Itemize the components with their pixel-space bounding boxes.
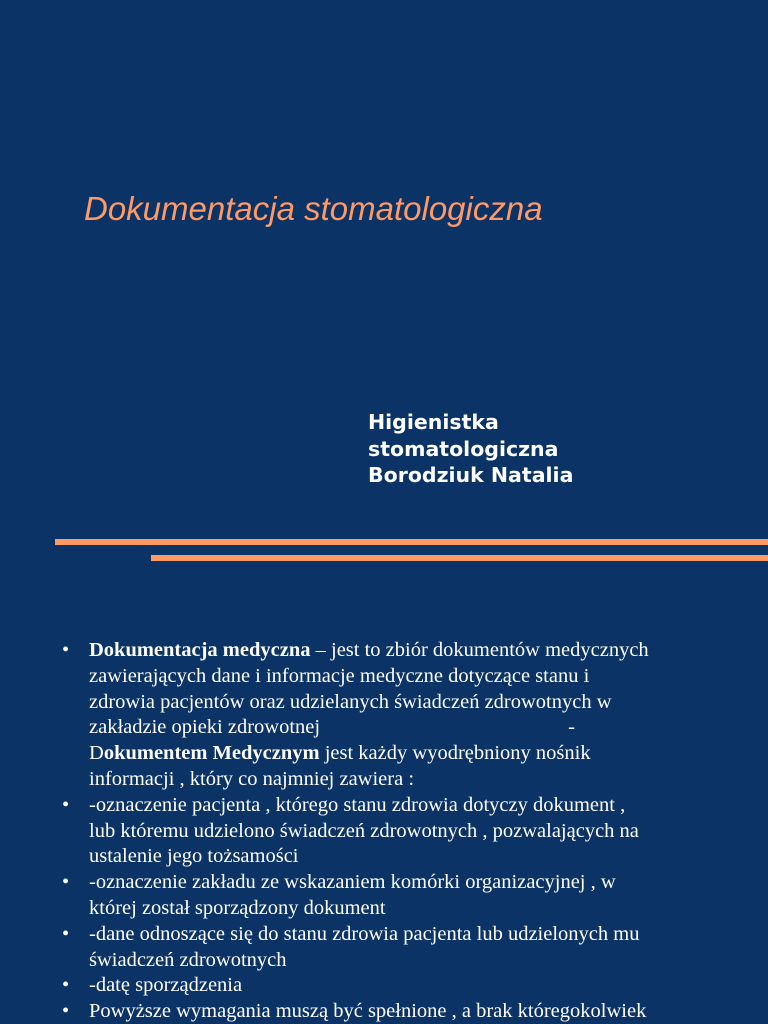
list-item: [60, 922, 760, 974]
divider-line-bottom: [151, 555, 768, 561]
text-line: ustalenie jego tożsamości: [89, 845, 299, 868]
text-line: lub któremu udzielono świadczeń zdrowotnych , pozwalających na: [89, 819, 639, 842]
text-line: Powyższe wymagania muszą być spełnione , a brak któregokolwiek: [89, 1000, 647, 1023]
list-item: [60, 793, 760, 870]
text-line: świadczeń zdrowotnych: [89, 948, 287, 971]
author-block: [368, 409, 573, 489]
text-line: zdrowia pacjentów oraz udzielanych świadczeń zdrowotnych w: [89, 690, 612, 713]
bullet-icon: •: [62, 639, 70, 661]
definition-text-2: jest każdy wyodrębniony nośnik: [319, 742, 591, 765]
text-line: -oznaczenie pacjenta , którego stanu zdrowia dotyczy dokument ,: [89, 793, 626, 816]
definition-text: – jest to zbiór dokumentów medycznych: [310, 639, 649, 661]
text-line: informacji , który co najmniej zawiera :: [89, 767, 415, 790]
text-line: [89, 741, 760, 767]
author-line-1: Higienistka: [368, 410, 499, 434]
author-line-3: Borodziuk Natalia: [368, 463, 574, 487]
list-item: [60, 638, 760, 793]
list-item: [60, 999, 760, 1024]
bullet-icon: •: [62, 922, 70, 945]
divider-line-top: [55, 539, 768, 545]
author-line-2: stomatologiczna: [368, 436, 559, 461]
text-line: zawierających dane i informacje medyczne dotyczące stanu i: [89, 664, 590, 687]
text-line: -oznaczenie zakładu ze wskazaniem komórki organizacyjnej , w: [89, 871, 616, 894]
bullet-icon: •: [62, 871, 70, 894]
text-line: [89, 715, 760, 741]
term-medical-document: okumentem Medycznym: [103, 742, 320, 765]
text-line: -dane odnoszące się do stanu zdrowia pacjenta lub udzielonych mu: [89, 922, 640, 945]
bullet-icon: •: [62, 974, 70, 997]
term-medical-documentation: Dokumentacja medyczna: [89, 639, 311, 661]
text-line: której został sporządzony dokument: [89, 896, 386, 919]
dash-text: -: [568, 716, 575, 739]
text-line: [89, 638, 760, 664]
slide-title: Dokumentacja stomatologiczna: [84, 190, 543, 227]
text-line: -datę sporządzenia: [89, 974, 243, 997]
content-bullet-list: [60, 638, 760, 1024]
facility-text: zakładzie opieki zdrowotnej: [89, 716, 321, 739]
letter-d: D: [89, 742, 104, 765]
list-item: [60, 870, 760, 922]
bullet-icon: •: [62, 793, 70, 816]
bullet-icon: •: [62, 1000, 70, 1023]
list-item: [60, 973, 760, 999]
